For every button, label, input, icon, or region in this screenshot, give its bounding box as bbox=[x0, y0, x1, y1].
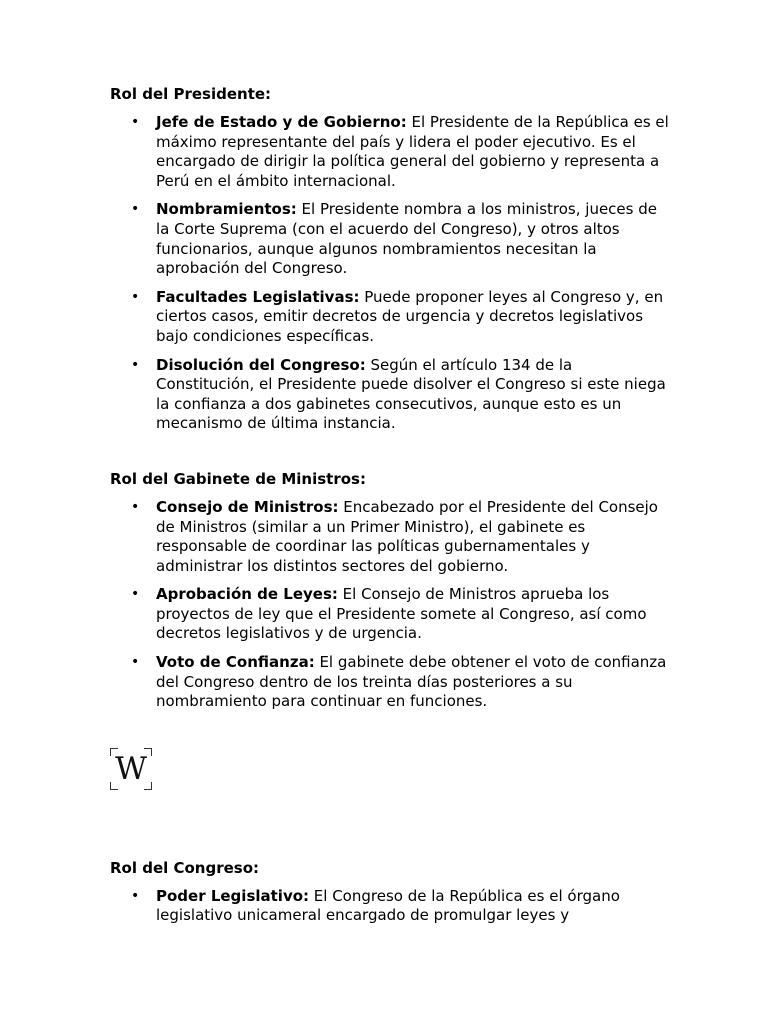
bullet-icon: • bbox=[131, 288, 140, 305]
wikipedia-logo-icon bbox=[110, 748, 152, 790]
section-gabinete bbox=[110, 469, 670, 712]
item-text: Encabezado por el Presidente del Consejo de Ministros (similar a un Primer Ministro), el gabinete es responsable de coordinar las políticas gubernamentales y administrar los distintos sectores del gobierno. bbox=[156, 497, 658, 575]
item-term: Aprobación de Leyes: bbox=[156, 585, 338, 604]
list-item bbox=[110, 498, 670, 576]
bullet-icon: • bbox=[131, 586, 140, 603]
item-text: El Consejo de Ministros aprueba los proyectos de ley que el Presidente somete al Congreso, así como decretos legislativos y de urgencia. bbox=[156, 585, 647, 643]
bullet-icon: • bbox=[131, 356, 140, 373]
list-item bbox=[110, 113, 670, 191]
item-term: Disolución del Congreso: bbox=[156, 355, 366, 374]
section-congreso bbox=[110, 858, 670, 926]
section-presidente bbox=[110, 84, 670, 434]
item-term: Nombramientos: bbox=[156, 200, 297, 219]
item-term: Consejo de Ministros: bbox=[156, 497, 339, 516]
bullet-icon: • bbox=[131, 114, 140, 130]
section-heading: Rol del Gabinete de Ministros: bbox=[110, 469, 366, 488]
bullet-list bbox=[110, 887, 670, 926]
list-item bbox=[110, 200, 670, 278]
item-text: Según el artículo 134 de la Constitución, el Presidente puede disolver el Congreso si este niega la confianza a dos gabinetes consecutivos, aunque esto es un mecanismo de última instancia. bbox=[156, 355, 666, 433]
bullet-icon: • bbox=[131, 201, 140, 218]
bullet-list bbox=[110, 113, 670, 434]
item-text: Puede proponer leyes al Congreso y, en ciertos casos, emitir decretos de urgencia y decretos legislativos bajo condiciones específicas. bbox=[156, 287, 664, 345]
list-item bbox=[110, 585, 670, 644]
item-text: El Presidente de la República es el máximo representante del país y lidera el poder ejecutivo. Es el encargado de dirigir la política general del gobierno y representa a Perú en el ámbito internacional. bbox=[156, 113, 669, 190]
list-item bbox=[110, 356, 670, 434]
item-term: Facultades Legislativas: bbox=[156, 287, 360, 306]
section-heading: Rol del Congreso: bbox=[110, 858, 260, 877]
document-page bbox=[110, 84, 670, 935]
item-term: Voto de Confianza: bbox=[156, 653, 315, 672]
list-item bbox=[110, 653, 670, 712]
item-term: Jefe de Estado y de Gobierno: bbox=[156, 113, 407, 131]
item-text: El gabinete debe obtener el voto de confianza del Congreso dentro de los treinta días posteriores a su nombramiento para continuar en funciones. bbox=[156, 653, 667, 711]
bullet-icon: • bbox=[131, 498, 140, 515]
bullet-icon: • bbox=[131, 887, 140, 904]
logo-letter: W bbox=[115, 750, 147, 787]
item-text: El Presidente nombra a los ministros, jueces de la Corte Suprema (con el acuerdo del Congreso), y otros altos funcionarios, aunque algunos nombramientos necesitan la aprobación del Congreso. bbox=[156, 200, 657, 278]
item-text: El Congreso de la República es el órgano legislativo unicameral encargado de promulgar leyes y bbox=[156, 886, 620, 925]
bullet-icon: • bbox=[131, 654, 140, 671]
list-item bbox=[110, 887, 670, 926]
item-term: Poder Legislativo: bbox=[156, 886, 310, 905]
bullet-list bbox=[110, 498, 670, 712]
section-heading: Rol del Presidente: bbox=[110, 85, 272, 103]
list-item bbox=[110, 288, 670, 347]
